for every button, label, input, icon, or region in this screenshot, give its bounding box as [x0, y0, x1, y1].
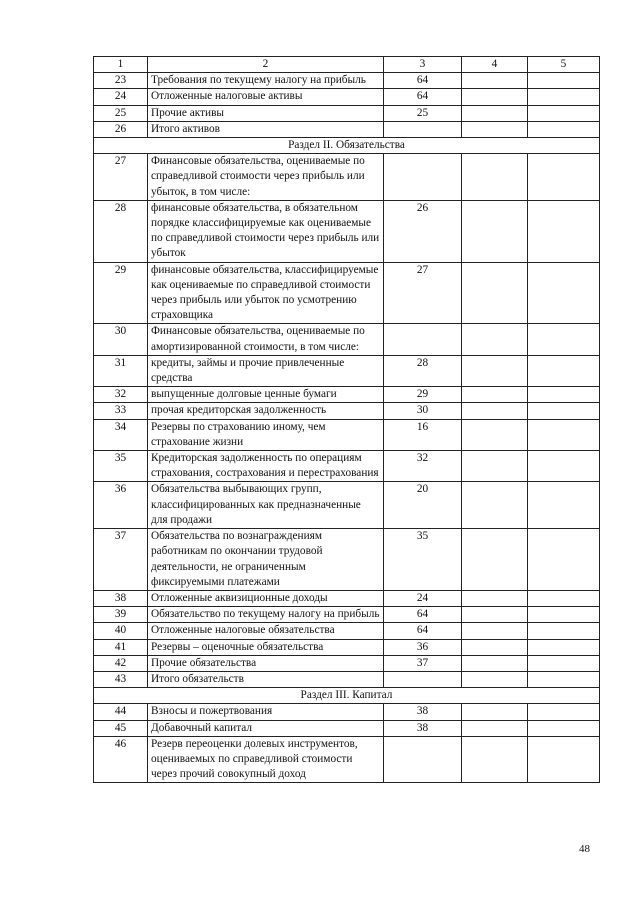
- row-number-cell: 44: [94, 704, 148, 720]
- row-value-cell-previous: [528, 736, 600, 783]
- row-note-cell: 29: [384, 387, 462, 403]
- row-value-cell-current: [462, 419, 528, 450]
- row-number-cell: 24: [94, 89, 148, 105]
- section-header-row: [94, 138, 600, 154]
- row-name-cell: Резервы по страхованию иному, чем страхование жизни: [148, 419, 384, 450]
- row-note-cell: 26: [384, 200, 462, 262]
- row-value-cell-previous: [528, 607, 600, 623]
- table-row: [94, 324, 600, 355]
- header-col-5: 5: [528, 57, 600, 73]
- row-value-cell-previous: [528, 419, 600, 450]
- row-value-cell-previous: [528, 121, 600, 137]
- row-value-cell-current: [462, 105, 528, 121]
- row-number-cell: 35: [94, 451, 148, 482]
- row-number-cell: 25: [94, 105, 148, 121]
- row-note-cell: 64: [384, 89, 462, 105]
- header-col-3: 3: [384, 57, 462, 73]
- row-value-cell-current: [462, 704, 528, 720]
- row-number-cell: 45: [94, 720, 148, 736]
- row-value-cell-current: [462, 482, 528, 529]
- table-row: [94, 262, 600, 324]
- page-number: 48: [579, 843, 590, 855]
- row-note-cell: 64: [384, 623, 462, 639]
- section-header-row: [94, 688, 600, 704]
- row-name-cell: Резервы – оценочные обязательства: [148, 639, 384, 655]
- row-value-cell-previous: [528, 200, 600, 262]
- row-number-cell: 23: [94, 73, 148, 89]
- row-value-cell-current: [462, 262, 528, 324]
- row-name-cell: кредиты, займы и прочие привлеченные средства: [148, 355, 384, 386]
- row-note-cell: 27: [384, 262, 462, 324]
- row-name-cell: Финансовые обязательства, оцениваемые по амортизированной стоимости, в том числе:: [148, 324, 384, 355]
- row-name-cell: Прочие активы: [148, 105, 384, 121]
- row-note-cell: 16: [384, 419, 462, 450]
- row-value-cell-previous: [528, 89, 600, 105]
- table-row: [94, 529, 600, 591]
- row-value-cell-previous: [528, 355, 600, 386]
- row-value-cell-current: [462, 607, 528, 623]
- row-value-cell-current: [462, 590, 528, 606]
- table-row: [94, 623, 600, 639]
- table-row: [94, 419, 600, 450]
- row-note-cell: [384, 671, 462, 687]
- row-note-cell: [384, 736, 462, 783]
- row-value-cell-current: [462, 639, 528, 655]
- row-value-cell-current: [462, 200, 528, 262]
- row-value-cell-previous: [528, 154, 600, 201]
- row-note-cell: 38: [384, 720, 462, 736]
- row-name-cell: финансовые обязательства, в обязательном порядке классифицируемые как оцениваемые по справедливой стоимости через прибыль или убыток: [148, 200, 384, 262]
- row-name-cell: Обязательство по текущему налогу на прибыль: [148, 607, 384, 623]
- row-number-cell: 39: [94, 607, 148, 623]
- table-row: [94, 655, 600, 671]
- row-note-cell: 35: [384, 529, 462, 591]
- row-number-cell: 30: [94, 324, 148, 355]
- row-value-cell-current: [462, 671, 528, 687]
- row-note-cell: 24: [384, 590, 462, 606]
- row-value-cell-current: [462, 736, 528, 783]
- row-value-cell-current: [462, 655, 528, 671]
- row-note-cell: 37: [384, 655, 462, 671]
- row-number-cell: 26: [94, 121, 148, 137]
- table-row: [94, 387, 600, 403]
- row-number-cell: 27: [94, 154, 148, 201]
- row-number-cell: 43: [94, 671, 148, 687]
- row-value-cell-current: [462, 154, 528, 201]
- row-name-cell: Отложенные аквизиционные доходы: [148, 590, 384, 606]
- row-name-cell: Требования по текущему налогу на прибыль: [148, 73, 384, 89]
- row-note-cell: 38: [384, 704, 462, 720]
- row-value-cell-current: [462, 720, 528, 736]
- row-number-cell: 28: [94, 200, 148, 262]
- row-note-cell: [384, 324, 462, 355]
- table-row: [94, 403, 600, 419]
- row-name-cell: Финансовые обязательства, оцениваемые по справедливой стоимости через прибыль или убыток, в том числе:: [148, 154, 384, 201]
- row-note-cell: 64: [384, 607, 462, 623]
- row-value-cell-current: [462, 355, 528, 386]
- table-row: [94, 105, 600, 121]
- row-name-cell: прочая кредиторская задолженность: [148, 403, 384, 419]
- header-col-1: 1: [94, 57, 148, 73]
- row-note-cell: 64: [384, 73, 462, 89]
- header-row: [94, 57, 600, 73]
- row-value-cell-previous: [528, 105, 600, 121]
- table-row: [94, 639, 600, 655]
- row-number-cell: 33: [94, 403, 148, 419]
- table-row: [94, 451, 600, 482]
- table-row: [94, 720, 600, 736]
- table-row: [94, 200, 600, 262]
- table-row: [94, 121, 600, 137]
- row-note-cell: 30: [384, 403, 462, 419]
- row-name-cell: финансовые обязательства, классифицируемые как оцениваемые по справедливой стоимости через прибыль или убыток по усмотрению страховщика: [148, 262, 384, 324]
- row-value-cell-current: [462, 403, 528, 419]
- row-value-cell-current: [462, 73, 528, 89]
- row-value-cell-previous: [528, 671, 600, 687]
- report-table: [93, 56, 600, 783]
- row-number-cell: 31: [94, 355, 148, 386]
- row-value-cell-previous: [528, 403, 600, 419]
- table-row: [94, 671, 600, 687]
- row-number-cell: 46: [94, 736, 148, 783]
- row-value-cell-previous: [528, 387, 600, 403]
- row-note-cell: [384, 121, 462, 137]
- row-value-cell-current: [462, 529, 528, 591]
- row-value-cell-previous: [528, 529, 600, 591]
- row-number-cell: 32: [94, 387, 148, 403]
- header-col-2: 2: [148, 57, 384, 73]
- section-title: Раздел II. Обязательства: [94, 138, 600, 154]
- row-name-cell: Отложенные налоговые активы: [148, 89, 384, 105]
- row-name-cell: Резерв переоценки долевых инструментов, оцениваемых по справедливой стоимости через прочий совокупный доход: [148, 736, 384, 783]
- row-note-cell: 28: [384, 355, 462, 386]
- table-body: [94, 73, 600, 783]
- row-name-cell: выпущенные долговые ценные бумаги: [148, 387, 384, 403]
- row-number-cell: 37: [94, 529, 148, 591]
- row-name-cell: Кредиторская задолженность по операциям страхования, сострахования и перестрахования: [148, 451, 384, 482]
- row-number-cell: 36: [94, 482, 148, 529]
- row-value-cell-previous: [528, 704, 600, 720]
- row-value-cell-previous: [528, 623, 600, 639]
- row-number-cell: 29: [94, 262, 148, 324]
- row-name-cell: Прочие обязательства: [148, 655, 384, 671]
- row-value-cell-current: [462, 451, 528, 482]
- row-number-cell: 41: [94, 639, 148, 655]
- row-name-cell: Итого обязательств: [148, 671, 384, 687]
- row-value-cell-current: [462, 387, 528, 403]
- row-value-cell-previous: [528, 655, 600, 671]
- row-value-cell-current: [462, 324, 528, 355]
- row-name-cell: Обязательства по вознаграждениям работникам по окончании трудовой деятельности, не ограниченным фиксируемыми платежами: [148, 529, 384, 591]
- row-note-cell: 25: [384, 105, 462, 121]
- row-value-cell-previous: [528, 639, 600, 655]
- row-name-cell: Итого активов: [148, 121, 384, 137]
- row-note-cell: 32: [384, 451, 462, 482]
- table-row: [94, 89, 600, 105]
- row-name-cell: Взносы и пожертвования: [148, 704, 384, 720]
- row-note-cell: 36: [384, 639, 462, 655]
- row-note-cell: [384, 154, 462, 201]
- row-name-cell: Обязательства выбывающих групп, классифицированных как предназначенные для продажи: [148, 482, 384, 529]
- table-row: [94, 73, 600, 89]
- header-col-4: 4: [462, 57, 528, 73]
- section-title: Раздел III. Капитал: [94, 688, 600, 704]
- row-value-cell-previous: [528, 324, 600, 355]
- table-row: [94, 590, 600, 606]
- row-number-cell: 38: [94, 590, 148, 606]
- row-number-cell: 40: [94, 623, 148, 639]
- row-value-cell-current: [462, 121, 528, 137]
- table-row: [94, 482, 600, 529]
- row-number-cell: 34: [94, 419, 148, 450]
- row-value-cell-current: [462, 89, 528, 105]
- table-row: [94, 704, 600, 720]
- table-row: [94, 736, 600, 783]
- row-value-cell-previous: [528, 451, 600, 482]
- table-row: [94, 607, 600, 623]
- row-name-cell: Добавочный капитал: [148, 720, 384, 736]
- row-note-cell: 20: [384, 482, 462, 529]
- row-name-cell: Отложенные налоговые обязательства: [148, 623, 384, 639]
- row-value-cell-previous: [528, 482, 600, 529]
- table-row: [94, 154, 600, 201]
- row-number-cell: 42: [94, 655, 148, 671]
- table-row: [94, 355, 600, 386]
- row-value-cell-previous: [528, 720, 600, 736]
- row-value-cell-previous: [528, 590, 600, 606]
- row-value-cell-previous: [528, 73, 600, 89]
- row-value-cell-current: [462, 623, 528, 639]
- row-value-cell-previous: [528, 262, 600, 324]
